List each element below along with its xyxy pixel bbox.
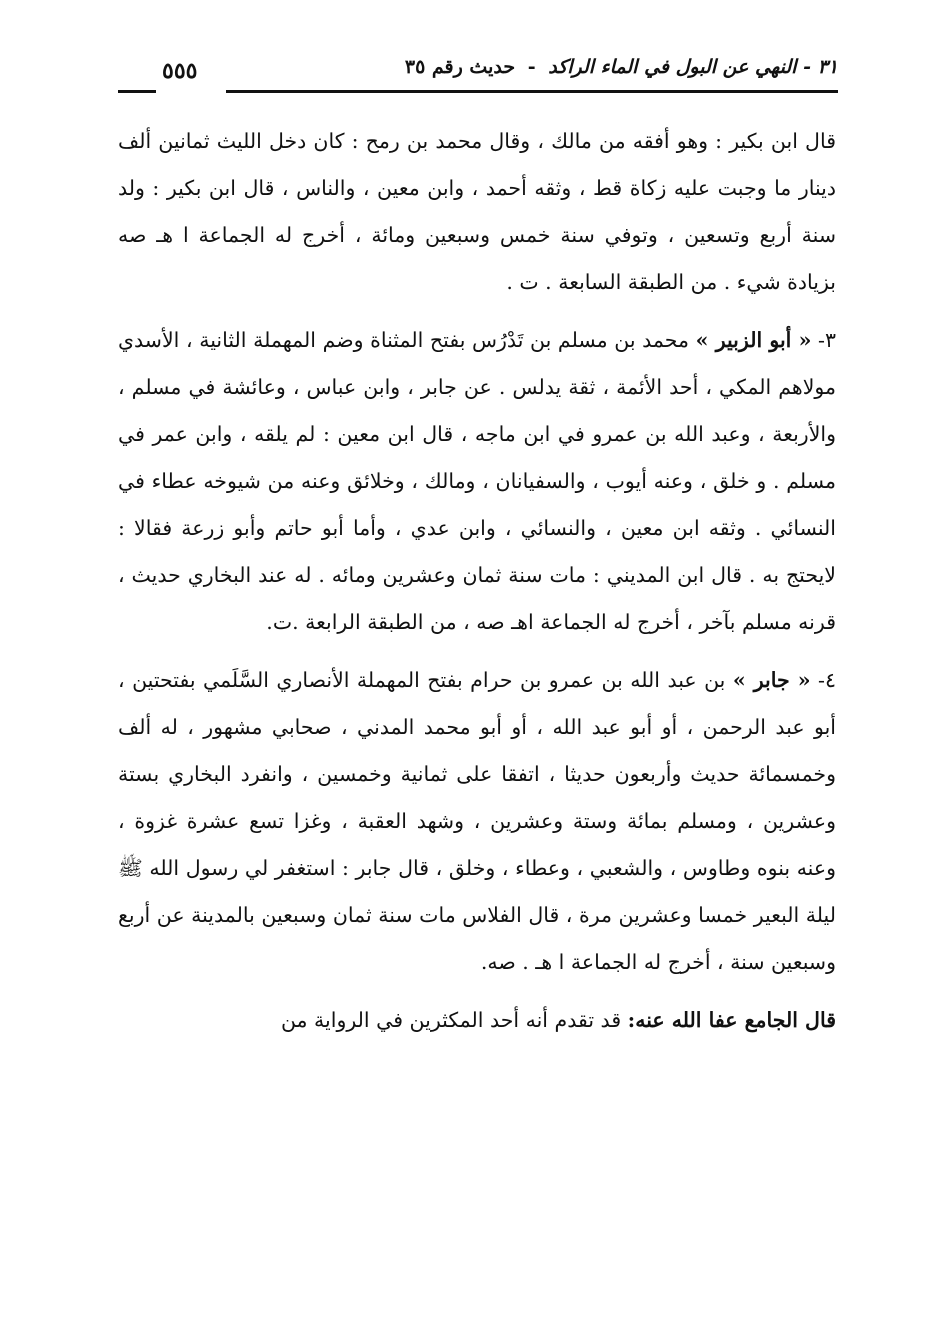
header-separator: - <box>527 56 536 78</box>
header-rule-right <box>226 90 838 93</box>
narrator-name: « جابر » <box>732 668 811 692</box>
paragraph-continuation <box>118 118 836 306</box>
header-rule-left <box>118 90 156 93</box>
entry-number: ٣- <box>818 328 836 352</box>
paragraph-text: قد تقدم أنه أحد المكثرين في الرواية من <box>280 1008 622 1032</box>
paragraph-text: قال ابن بكير : وهو أفقه من مالك ، وقال محمد بن رمح : كان دخل الليث ثمانين ألف دينار ما وجبت عليه زكاة قط ، وثقه أحمد ، وابن معين ، والناس ، قال ابن بكير : ولد سنة أربع وتسعين ، وتوفي سنة خمس وسبعين ومائة ، أخرج له الجماعة ا هـ صه بزيادة شيء . من الطبقة السابعة . ت . <box>118 129 836 294</box>
running-header <box>118 50 838 106</box>
page-number: ٥٥٥ <box>162 58 198 84</box>
paragraph-text: بن عبد الله بن عمرو بن حرام بفتح المهملة الأنصاري السَّلَمي بفتحتين ، أبو عبد الرحمن ، أو أبو عبد الله ، أو أبو محمد المدني ، صحابي مشهور ، له ألف وخمسمائة حديث وأربعون حديثا ، اتفقا على ثمانية وخمسين ، وانفرد البخاري بستة وعشرين ، ومسلم بمائة وستة وعشرين ، وشهد العقبة ، وغزا تسع عشرة غزوة ، وعنه بنوه وطاوس ، والشعبي ، وعطاء ، وخلق ، قال جابر : استغفر لي رسول الله ﷺ ليلة البعير خمسا وعشرين مرة ، قال الفلاس مات سنة ثمان وسبعين بالمدينة عن أربع وسبعين سنة ، أخرج له الجماعة ا هـ . صه. <box>118 668 836 974</box>
main-text <box>118 118 836 1055</box>
compiler-lead: قال الجامع عفا الله عنه: <box>627 1008 836 1032</box>
entry-number: ٤- <box>818 668 836 692</box>
hadith-reference: حديث رقم ٣٥ <box>404 56 516 78</box>
header-title <box>405 56 838 78</box>
paragraph-text: محمد بن مسلم بن تَدْرُس بفتح المثناة وضم المهملة الثانية ، الأسدي مولاهم المكي ، أحد الأئمة ، ثقة يدلس . عن جابر ، وابن عباس ، وعائشة في مسلم ، والأربعة ، وعبد الله بن عمرو في ابن ماجه ، قال ابن معين : لم يلقه ، وابن عمر في مسلم . و خلق ، وعنه أيوب ، والسفيانان ، ومالك ، وخلائق وعنه من شيوخه عطاء في النسائي . وثقه ابن معين ، والنسائي ، وابن عدي ، وأما أبو حاتم وأبو زرعة فقالا : لايحتج به . قال ابن المديني : مات سنة ثمان وعشرين ومائه . له عند البخاري حديث ، قرنه مسلم بآخر ، أخرج له الجماعة اهـ صه ، من الطبقة الرابعة .ت. <box>118 328 836 634</box>
narrator-name: « أبو الزبير » <box>695 328 812 352</box>
chapter-title: ٣١ - النهي عن البول في الماء الراكد <box>548 56 838 78</box>
paragraph-entry-jabir <box>118 657 836 986</box>
paragraph-entry-abu-al-zubayr <box>118 317 836 646</box>
paragraph-compiler-note <box>118 997 836 1044</box>
